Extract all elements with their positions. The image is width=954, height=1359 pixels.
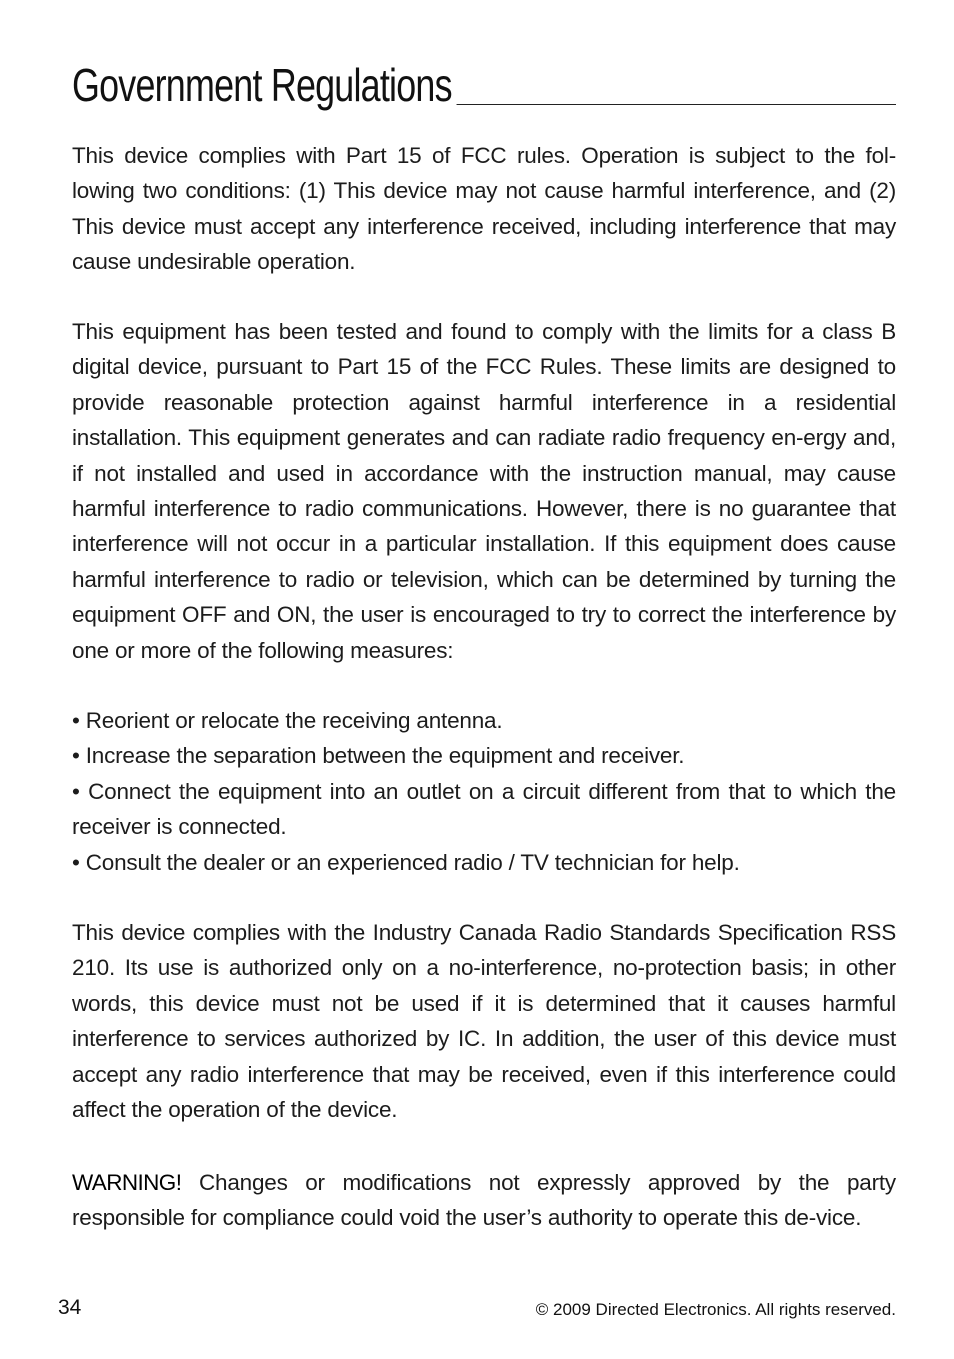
warning-text: Changes or modifications not expressly approved by the party responsible for compliance could void the user’s authority to operate this de-vice. bbox=[72, 1170, 896, 1231]
list-item: • Consult the dealer or an experienced radio / TV technician for help. bbox=[72, 849, 740, 875]
list-item: • Increase the separation between the equipment and receiver. bbox=[72, 743, 685, 769]
page-footer bbox=[58, 1296, 896, 1326]
fcc-part15-paragraph: This device complies with Part 15 of FCC rules. Operation is subject to the fol-lowing two conditions: (1) This device may not cause harmful interference, and (2) This device must accept any interference received, including interference that may cause undesirable operation. bbox=[72, 143, 896, 275]
class-b-paragraph: This equipment has been tested and found to comply with the limits for a class B digital device, pursuant to Part 15 of the FCC Rules. These limits are designed to provide reasonable protection against harmful interference in a residential installation. This equipment generates and can radiate radio frequency en-ergy and, if not installed and used in accordance with the instruction manual, may cause harmful interference to radio communications. However, there is no guarantee that interference will not occur in a particular installation. If this equipment does cause harmful interference to radio or television, which can be determined by turning the equipment OFF and ON, the user is encouraged to try to correct the interference by one or more of the following measures: bbox=[72, 319, 896, 663]
copyright-notice: © 2009 Directed Electronics. All rights reserved. bbox=[535, 1300, 896, 1319]
warning-paragraph bbox=[72, 1165, 896, 1236]
warning-label: WARNING! bbox=[72, 1170, 182, 1195]
title-rule bbox=[72, 52, 896, 111]
manual-page bbox=[58, 0, 896, 1359]
list-item: • Connect the equipment into an outlet on a circuit different from that to which the receiver is connected. bbox=[72, 778, 896, 840]
measures-list bbox=[72, 703, 896, 880]
industry-canada-paragraph: This device complies with the Industry Canada Radio Standards Specification RSS 210. Its use is authorized only on a no-interference, no-protection basis; in other words, this device must not be used if it is determined that it causes harmful interference to services authorized by IC. In addition, the user of this device must accept any radio interference that may be received, even if this interference could affect the operation of the device. bbox=[72, 920, 896, 1123]
list-item: • Reorient or relocate the receiving antenna. bbox=[72, 708, 503, 733]
page-number: 34 bbox=[58, 1296, 82, 1319]
page-title: Government Regulations bbox=[72, 62, 456, 108]
